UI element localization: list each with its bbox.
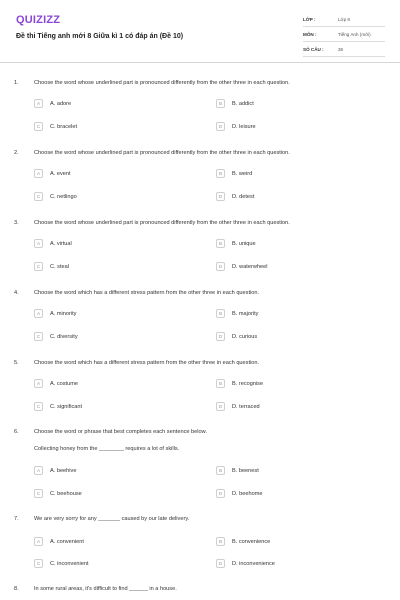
option-letter-box: C (34, 262, 43, 271)
question-number: 1. (14, 80, 19, 86)
option-text: D. inconvenience (232, 560, 275, 567)
question-number: 2. (14, 150, 19, 156)
option-letter-box: D (216, 402, 225, 411)
option-text: D. leisure (232, 123, 256, 130)
option-b[interactable] (216, 537, 270, 546)
option-d[interactable] (216, 262, 267, 271)
option-c[interactable] (34, 192, 77, 201)
option-letter-box: B (216, 99, 225, 108)
option-b[interactable] (216, 466, 259, 475)
option-letter-box: A (34, 466, 43, 475)
option-letter-box: A (34, 309, 43, 318)
option-letter-box: D (216, 332, 225, 341)
question-number: 3. (14, 220, 19, 226)
question-number: 4. (14, 290, 19, 296)
question-text: In some rural areas, it's difficult to find ______ in a house. (34, 586, 177, 592)
option-letter-box: B (216, 466, 225, 475)
option-letter-box: D (216, 192, 225, 201)
option-a[interactable] (34, 99, 71, 108)
option-text: D. detest (232, 193, 255, 200)
meta-value: Lớp 8 (338, 16, 350, 22)
option-letter-box: C (34, 122, 43, 131)
option-letter-box: D (216, 262, 225, 271)
option-a[interactable] (34, 466, 76, 475)
option-d[interactable] (216, 192, 254, 201)
option-text: B. weird (232, 170, 253, 177)
option-letter-box: D (216, 489, 225, 498)
option-letter-box: D (216, 122, 225, 131)
meta-row-count (303, 42, 385, 57)
option-text: C. diversity (50, 333, 78, 340)
meta-label: LỚP : (303, 16, 316, 22)
option-d[interactable] (216, 559, 275, 568)
option-b[interactable] (216, 169, 252, 178)
question-text: Choose the word or phrase that best completes each sentence below. (34, 429, 207, 435)
option-text: B. convenience (232, 538, 271, 545)
question-text: Choose the word whose underlined part is pronounced differently from the other three in each question. (34, 150, 290, 156)
option-c[interactable] (34, 489, 82, 498)
option-text: C. inconvenient (50, 560, 89, 567)
option-text: D. waterwheel (232, 263, 268, 270)
option-letter-box: B (216, 379, 225, 388)
option-text: A. adore (50, 100, 72, 107)
option-letter-box: C (34, 332, 43, 341)
option-b[interactable] (216, 379, 263, 388)
option-letter-box: B (216, 537, 225, 546)
option-text: A. virtual (50, 240, 72, 247)
option-text: A. convenient (50, 538, 84, 545)
option-d[interactable] (216, 402, 260, 411)
option-text: C. beehouse (50, 490, 82, 497)
option-c[interactable] (34, 332, 78, 341)
option-d[interactable] (216, 332, 257, 341)
meta-label: MÔN : (303, 31, 317, 37)
question-number: 7. (14, 516, 19, 522)
option-a[interactable] (34, 379, 78, 388)
meta-value: Tiếng Anh (mới) (338, 31, 371, 37)
meta-table (303, 12, 385, 57)
option-text: C. netlingo (50, 193, 77, 200)
option-letter-box: A (34, 379, 43, 388)
option-b[interactable] (216, 99, 254, 108)
option-letter-box: A (34, 169, 43, 178)
option-letter-box: C (34, 559, 43, 568)
option-text: A. costume (50, 380, 78, 387)
option-text: C. significant (50, 403, 83, 410)
meta-row-class (303, 12, 385, 27)
question-text: Choose the word whose underlined part is pronounced differently from the other three in each question. (34, 80, 290, 86)
question-sentence: Collecting honey from the ________ requires a lot of skills. (34, 446, 180, 452)
meta-value: 36 (338, 46, 344, 52)
option-b[interactable] (216, 239, 256, 248)
question-text: Choose the word which has a different stress pattern from the other three in each question. (34, 360, 260, 366)
option-a[interactable] (34, 239, 72, 248)
option-c[interactable] (34, 122, 77, 131)
option-text: A. minority (50, 310, 77, 317)
option-text: D. beehome (232, 490, 263, 497)
meta-row-subject (303, 27, 385, 42)
option-d[interactable] (216, 489, 262, 498)
question-number: 5. (14, 360, 19, 366)
option-letter-box: A (34, 99, 43, 108)
option-text: D. curious (232, 333, 258, 340)
option-text: B. unique (232, 240, 256, 247)
option-text: B. beenest (232, 467, 259, 474)
option-text: C. steal (50, 263, 69, 270)
option-d[interactable] (216, 122, 256, 131)
option-text: B. majority (232, 310, 259, 317)
option-letter-box: B (216, 169, 225, 178)
question-number: 8. (14, 586, 19, 592)
option-letter-box: B (216, 239, 225, 248)
meta-label: SỐ CÂU : (303, 46, 324, 52)
option-letter-box: D (216, 559, 225, 568)
option-b[interactable] (216, 309, 258, 318)
option-letter-box: C (34, 402, 43, 411)
option-text: D. terraced (232, 403, 260, 410)
option-letter-box: C (34, 192, 43, 201)
option-letter-box: A (34, 239, 43, 248)
option-a[interactable] (34, 309, 76, 318)
option-text: C. bracelet (50, 123, 78, 130)
question-number: 6. (14, 429, 19, 435)
option-letter-box: C (34, 489, 43, 498)
option-letter-box: A (34, 537, 43, 546)
quizizz-logo: QUIZIZZ (16, 14, 61, 26)
option-a[interactable] (34, 169, 71, 178)
option-c[interactable] (34, 559, 89, 568)
option-text: A. beehive (50, 467, 77, 474)
header-divider (0, 62, 400, 63)
option-c[interactable] (34, 262, 69, 271)
option-text: B. recognise (232, 380, 264, 387)
page-title: Đề thi Tiếng anh mới 8 Giữa kì 1 có đáp án (Đề 10) (16, 33, 184, 40)
option-a[interactable] (34, 537, 84, 546)
option-c[interactable] (34, 402, 82, 411)
question-text: We are very sorry for any _______ caused by our late delivery. (34, 516, 190, 522)
option-letter-box: B (216, 309, 225, 318)
question-text: Choose the word which has a different stress pattern from the other three in each question. (34, 290, 260, 296)
question-text: Choose the word whose underlined part is pronounced differently from the other three in each question. (34, 220, 290, 226)
option-text: B. addict (232, 100, 254, 107)
option-text: A. event (50, 170, 71, 177)
